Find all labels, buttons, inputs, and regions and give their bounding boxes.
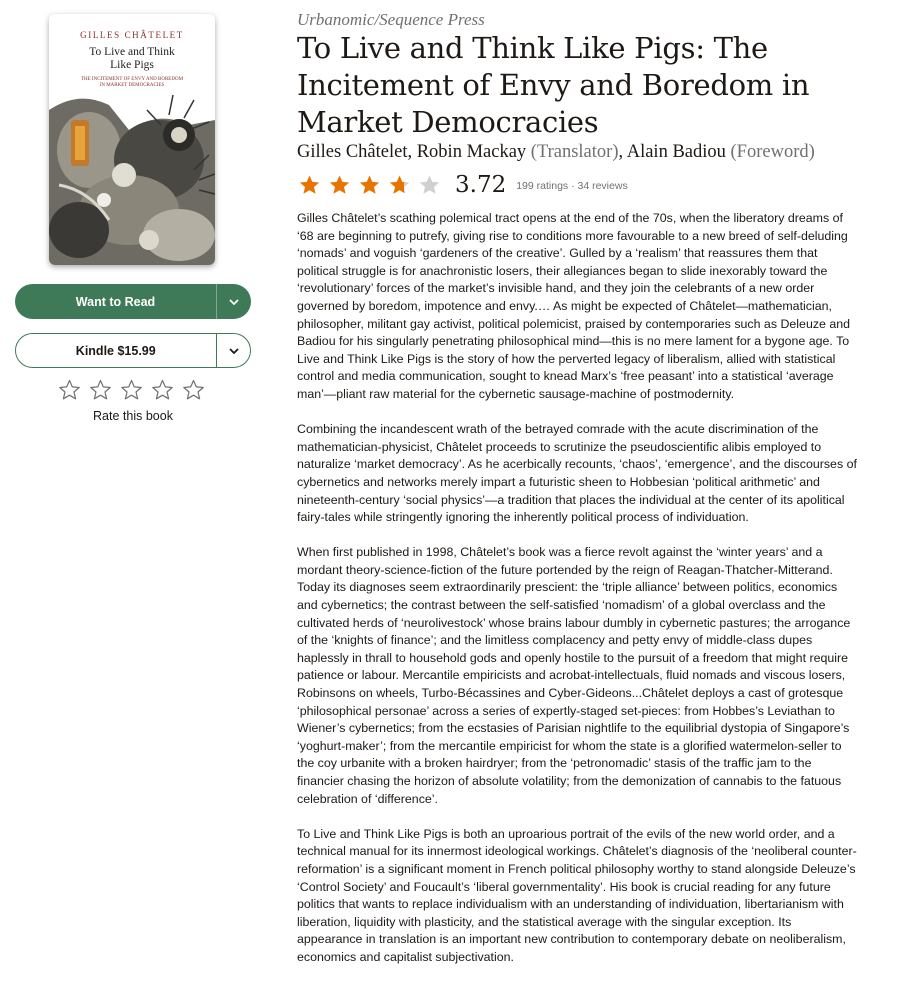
kindle-buy-button[interactable] xyxy=(15,333,251,368)
want-to-read-button[interactable] xyxy=(15,284,251,319)
rating-summary[interactable] xyxy=(297,172,628,198)
average-rating-value: 3.72 xyxy=(455,172,507,198)
book-cover[interactable] xyxy=(49,14,215,265)
chevron-down-icon xyxy=(228,296,240,308)
cover-title: To Live and Think Like Pigs xyxy=(89,46,175,71)
contributor-link-1[interactable]: Gilles Châtelet xyxy=(297,142,408,162)
contributor-role: (Foreword) xyxy=(730,142,815,162)
cover-artwork xyxy=(49,90,215,265)
rate-star-4-icon[interactable] xyxy=(150,378,175,402)
contributor-role: (Translator) xyxy=(530,142,619,162)
ratings-reviews-count[interactable]: 199 ratings · 34 reviews xyxy=(516,180,628,192)
book-title: To Live and Think Like Pigs: The Incitement of Envy and Boredom in Market Democracies xyxy=(297,31,810,139)
star-icon xyxy=(417,173,442,197)
shelf-options-chevron-down-icon[interactable] xyxy=(217,284,251,319)
cover-subtitle: THE INCITEMENT OF ENVY AND BOREDOM IN MARKET DEMOCRACIES xyxy=(80,77,184,88)
buy-options-chevron-down-icon[interactable] xyxy=(217,334,250,367)
description-paragraph: Gilles Châtelet’s scathing polemical tract opens at the end of the 70s, when the liberatory dreams of ‘68 are beginning to putrefy, giving rise to conditions more favourable to a new breed of self-deluding ‘nomads’ and voguish ‘gardeners of the creative’. Gulled by a ‘realism’ that reassures them that political struggle is for anachronistic losers, their allegiances began to slide inexorably toward the ‘revolutionary’ forces of the market’s invisible hand, and they join the celebrants of a new order governed by boredom, impotence and envy.… As might be expected of Châtelet—mathematician, philosopher, militant gay activist, political polemicist, praised by contemporaries such as Deleuze and Badiou for his singularly penetrating philosophical mind—this is no mere lament for a bygone age. To Live and Think Like Pigs is the story of how the perverted legacy of liberalism, allied with statistical control and media communication, sought to knead Marx’s ‘free peasant’ into a statistical ‘average man’—pliant raw material for the cybernetic sausage-machine of postmodernity. xyxy=(297,211,851,401)
rate-this-book-stars xyxy=(57,378,206,402)
star-icon xyxy=(357,173,382,197)
book-description xyxy=(297,210,857,984)
rate-this-book-label: Rate this book xyxy=(93,409,173,423)
star-icon xyxy=(297,173,322,197)
want-to-read-label[interactable]: Want to Read xyxy=(75,294,156,309)
description-paragraph: Combining the incandescent wrath of the betrayed comrade with the acute discrimination of the mathematician-physicist, Châtelet proceeds to scrutinize the pseudoscientific alibis employed to naturalize ‘market democracy’. As he acerbically recounts, ‘chaos’, ‘emergence’, and the discourses of cybernetics and networks merely impart a futuristic sheen to Hobbesian ‘political arithmetic’ and nineteenth-century ‘social physics’—a tradition that places the individual at the center of its apolitical fairy-tales while stringently ignoring the inherently political process of individuation. xyxy=(297,422,857,525)
contributor-link-2[interactable]: Robin Mackay xyxy=(416,142,527,162)
cover-author: GILLES CHÂTELET xyxy=(80,30,184,40)
rate-star-2-icon[interactable] xyxy=(88,378,113,402)
contributors-list: Gilles Châtelet, Robin Mackay (Translator), Alain Badiou (Foreword) xyxy=(297,142,815,162)
average-rating-stars xyxy=(297,173,442,197)
description-paragraph: When first published in 1998, Châtelet’s book was a fierce revolt against the ‘winter years’ and a mordant theory-science-fiction of the future portended by the reign of Reagan-Thatcher-Mitterand. Today its diagnoses seem extraordinarily prescient: the ‘triple alliance’ between politics, economics and cybernetics; the contrast between the self-satisfied ‘nomadism’ of a global overclass and the cultivated herds of ‘neurolivestock’ whose brains labour dumbly in cybernetic pastures; the arrogance of the ‘knights of finance’; and the limitless complacency and petty envy of middle-class dupes haplessly in thrall to household gods and openly hostile to the pursuit of a freedom that might require patience or labour. Mercantile empiricists and acrobat-intellectuals, fluid nomads and viscous losers, Robinsons on wheels, Turbo-Bécassines and Cyber-Gideons...Châtelet deploys a cast of grotesque ‘philosophical personae’ across a series of expertly-staged set-pieces: from Hobbes’s Leviathan to Wiener’s cybernetics; from the ecstasies of Parisian nightlife to the equilibrial dystopia of Singapore’s ‘yoghurt-maker’; from the mercantile empiricist for whom the state is a glorified watermelon-seller to the coy urbanite with a broken hairdryer; from the ‘petronomadic’ stasis of the traffic jam to the financier chasing the horizon of absolute volatility; from the demonization of cannabis to the fatuous celebration of ‘difference’. xyxy=(297,545,851,806)
book-series-link[interactable]: Urbanomic/Sequence Press xyxy=(297,10,485,29)
rate-star-1-icon[interactable] xyxy=(57,378,82,402)
rate-star-5-icon[interactable] xyxy=(181,378,206,402)
description-paragraph: To Live and Think Like Pigs is both an uproarious portrait of the evils of the new world order, and a technical manual for its innermost ideological workings. Châtelet’s diagnosis of the ‘neoliberal counter-reformation’ is a significant moment in French political philosophy worthy to stand alongside Deleuze’s ‘Control Society’ and Foucault’s ‘liberal governmentality’. His book is crucial reading for any future politics that wants to replace individualism with an understanding of individuation, libertarianism with liberation, liquidity with plasticity, and the statistical average with the singular exception. Its appearance in translation is an important new contribution to contemporary debate on neoliberalism, economics and capitalist subjectivation. xyxy=(297,826,857,964)
star-icon xyxy=(327,173,352,197)
kindle-buy-label[interactable]: Kindle $15.99 xyxy=(75,343,156,358)
star-icon xyxy=(387,173,412,197)
rate-star-3-icon[interactable] xyxy=(119,378,144,402)
contributor-link-3[interactable]: Alain Badiou xyxy=(626,142,726,162)
chevron-down-icon xyxy=(228,345,240,357)
